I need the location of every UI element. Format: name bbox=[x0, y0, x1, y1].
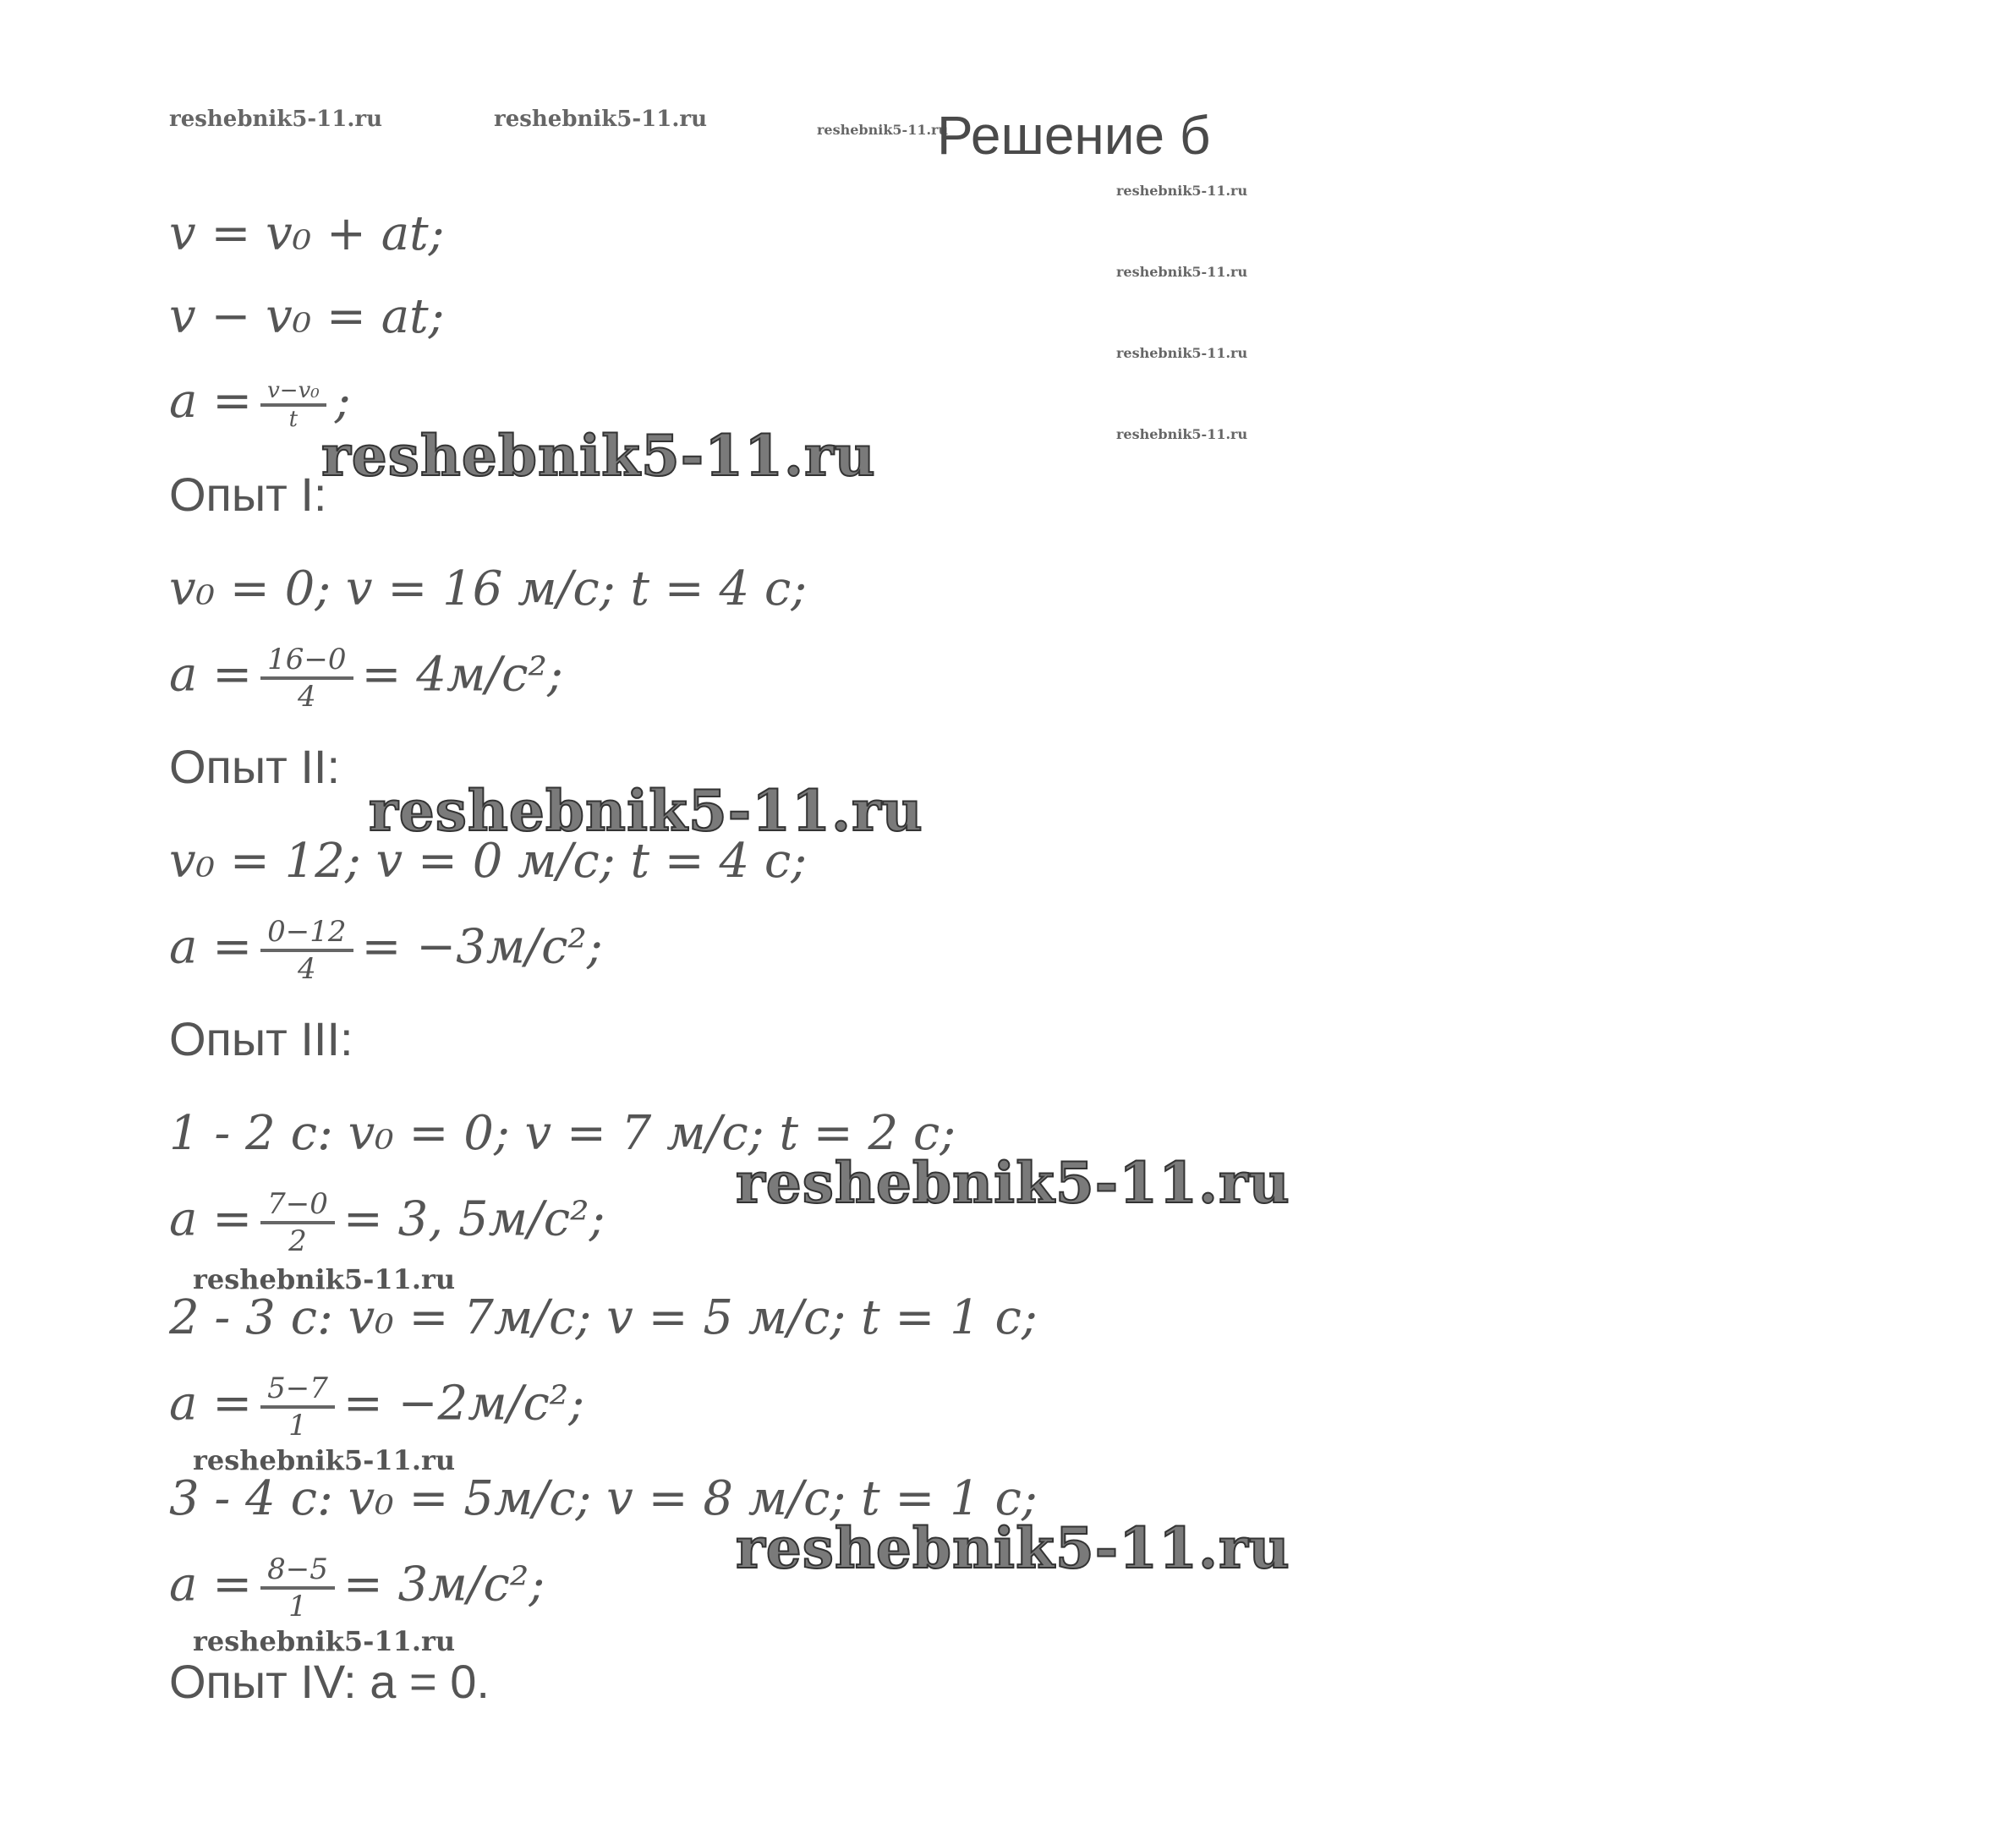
exp2-result: = −3м/с²; bbox=[361, 919, 603, 975]
watermark-large-3: reshebnik5-11.ru bbox=[736, 1150, 1290, 1216]
exp3-seg2-result: = −2м/с²; bbox=[342, 1376, 585, 1432]
exp2-a-left: a = bbox=[169, 919, 253, 975]
watermark-mid-3: reshebnik5-11.ru bbox=[193, 1625, 456, 1657]
exp3-label: Опыт III: bbox=[169, 1012, 353, 1065]
fraction-numerator: 5−7 bbox=[260, 1371, 335, 1409]
exp3-seg2-fraction bbox=[260, 1371, 335, 1443]
watermark-right-4: reshebnik5-11.ru bbox=[1116, 426, 1248, 442]
formula-velocity-diff: v − v₀ = at; bbox=[169, 289, 445, 344]
watermark-right-1: reshebnik5-11.ru bbox=[1116, 183, 1248, 199]
exp1-label: Опыт I: bbox=[169, 468, 327, 521]
watermark-right-3: reshebnik5-11.ru bbox=[1116, 345, 1248, 361]
formula-velocity: v = v₀ + at; bbox=[169, 206, 445, 261]
fraction-denominator: 4 bbox=[297, 952, 316, 986]
exp4-label: Опыт IV: a = 0. bbox=[169, 1655, 490, 1708]
exp1-acceleration bbox=[169, 643, 563, 714]
exp3-seg2-a-left: a = bbox=[169, 1376, 253, 1432]
exp3-seg1-a-left: a = bbox=[169, 1191, 253, 1247]
fraction-numerator: 0−12 bbox=[260, 915, 353, 952]
exp3-seg3-a-left: a = bbox=[169, 1557, 253, 1612]
exp3-seg2-given: 2 - 3 с: v₀ = 7м/с; v = 5 м/с; t = 1 с; bbox=[169, 1290, 1038, 1345]
formula-acceleration-tail: ; bbox=[334, 374, 351, 429]
exp2-fraction bbox=[260, 915, 353, 986]
exp1-fraction bbox=[260, 643, 353, 714]
exp3-seg3-fraction bbox=[260, 1552, 335, 1623]
watermark-large-4: reshebnik5-11.ru bbox=[736, 1515, 1290, 1581]
exp3-seg3-given: 3 - 4 с: v₀ = 5м/с; v = 8 м/с; t = 1 с; bbox=[169, 1471, 1038, 1526]
fraction-numerator: v−v₀ bbox=[260, 378, 326, 407]
watermark-right-2: reshebnik5-11.ru bbox=[1116, 264, 1248, 280]
exp3-seg2-acceleration bbox=[169, 1371, 584, 1443]
solution-heading: Решение б bbox=[937, 105, 1211, 166]
exp3-seg1-result: = 3, 5м/с²; bbox=[342, 1191, 605, 1247]
watermark-top-3: reshebnik5-11.ru bbox=[817, 122, 949, 138]
watermark-large-1: reshebnik5-11.ru bbox=[321, 423, 876, 489]
exp3-seg1-acceleration bbox=[169, 1187, 605, 1258]
fraction-numerator: 7−0 bbox=[260, 1187, 335, 1224]
fraction-denominator: 1 bbox=[288, 1590, 307, 1623]
exp1-given: v₀ = 0; v = 16 м/с; t = 4 с; bbox=[169, 561, 808, 616]
formula-acceleration-fraction bbox=[260, 378, 326, 432]
exp1-result: = 4м/с²; bbox=[361, 647, 563, 703]
formula-acceleration-left: a = bbox=[169, 374, 253, 429]
exp3-seg1-given: 1 - 2 с: v₀ = 0; v = 7 м/с; t = 2 с; bbox=[169, 1106, 956, 1161]
watermark-large-2: reshebnik5-11.ru bbox=[369, 778, 923, 844]
fraction-numerator: 16−0 bbox=[260, 643, 353, 680]
exp2-given: v₀ = 12; v = 0 м/с; t = 4 с; bbox=[169, 834, 808, 889]
fraction-numerator: 8−5 bbox=[260, 1552, 335, 1590]
exp2-acceleration bbox=[169, 915, 603, 986]
watermark-mid-1: reshebnik5-11.ru bbox=[193, 1263, 456, 1295]
fraction-denominator: 1 bbox=[288, 1409, 307, 1443]
watermark-top-1: reshebnik5-11.ru bbox=[169, 107, 383, 132]
exp1-a-left: a = bbox=[169, 647, 253, 703]
exp3-seg1-fraction bbox=[260, 1187, 335, 1258]
exp3-seg3-result: = 3м/с²; bbox=[342, 1557, 545, 1612]
exp2-label: Опыт II: bbox=[169, 740, 341, 793]
fraction-denominator: 2 bbox=[288, 1224, 307, 1258]
exp3-seg3-acceleration bbox=[169, 1552, 545, 1623]
watermark-mid-2: reshebnik5-11.ru bbox=[193, 1444, 456, 1476]
fraction-denominator: t bbox=[288, 406, 299, 432]
watermark-top-2: reshebnik5-11.ru bbox=[494, 107, 708, 132]
fraction-denominator: 4 bbox=[297, 680, 316, 714]
